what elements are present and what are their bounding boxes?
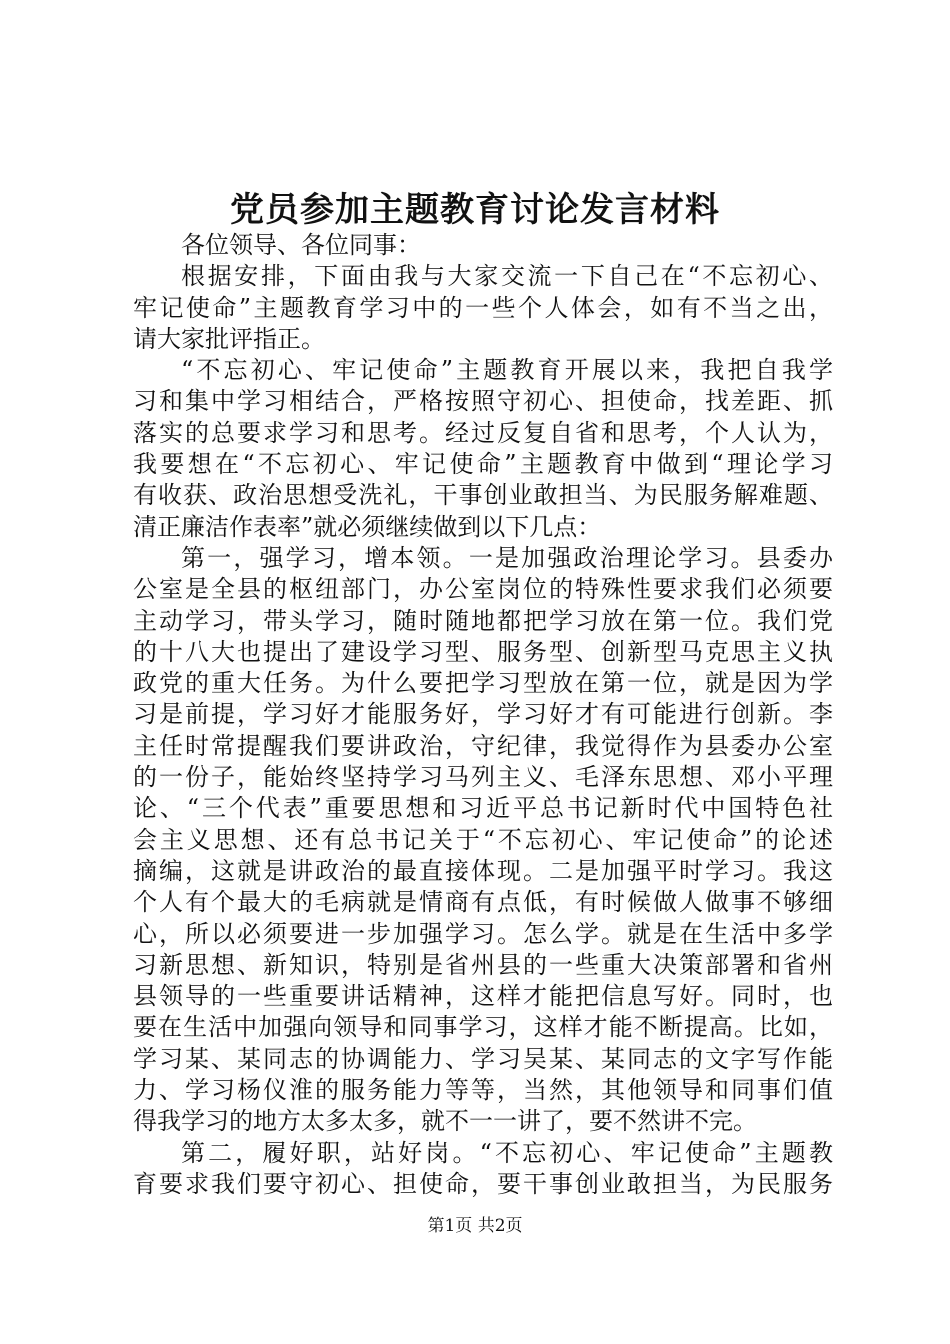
paragraph-line: 我要想在“不忘初心、牢记使命”主题教育中做到“理论学习 [133, 450, 833, 479]
paragraph-line: 论、“三个代表”重要思想和习近平总书记新时代中国特色社 [133, 794, 833, 823]
paragraph-line: 力、学习杨仪淮的服务能力等等，当然，其他领导和同事们值 [133, 1076, 833, 1105]
paragraph-line: 育要求我们要守初心、担使命，要干事创业敢担当，为民服务 [133, 1169, 833, 1198]
paragraph-line: 的一份子，能始终坚持学习马列主义、毛泽东思想、邓小平理 [133, 763, 833, 792]
salutation-line: 各位领导、各位同事： [181, 231, 421, 259]
paragraph-line: 会主义思想、还有总书记关于“不忘初心、牢记使命”的论述 [133, 825, 833, 854]
paragraph-line: 公室是全县的枢纽部门，办公室岗位的特殊性要求我们必须要 [133, 575, 833, 604]
paragraph-line: 有收获、政治思想受洗礼，干事创业敢担当、为民服务解难题、 [133, 481, 833, 510]
paragraph-line: 请大家批评指正。 [133, 324, 325, 353]
paragraph-line: 习新思想、新知识，特别是省州县的一些重大决策部署和省州 [133, 950, 833, 979]
page-number-footer: 第1页 共2页 [427, 1216, 523, 1236]
paragraph-line: 得我学习的地方太多太多，就不一一讲了，要不然讲不完。 [133, 1107, 757, 1136]
paragraph-line: 第一，强学习，增本领。一是加强政治理论学习。县委办 [181, 543, 833, 572]
paragraph-line: 主任时常提醒我们要讲政治，守纪律，我觉得作为县委办公室 [133, 731, 833, 760]
paragraph-line: 落实的总要求学习和思考。经过反复自省和思考，个人认为， [133, 418, 833, 447]
document-body [133, 230, 833, 1200]
paragraph-line: 主动学习，带头学习，随时随地都把学习放在第一位。我们党 [133, 606, 833, 635]
paragraph-line: 学习某、某同志的协调能力、学习吴某、某同志的文字写作能 [133, 1044, 833, 1073]
paragraph-line: 根据安排，下面由我与大家交流一下自己在“不忘初心、 [181, 262, 833, 291]
paragraph-line: 习和集中学习相结合，严格按照守初心、担使命，找差距、抓 [133, 387, 833, 416]
paragraph-line: 县领导的一些重要讲话精神，这样才能把信息写好。同时，也 [133, 982, 833, 1011]
paragraph-line: 第二，履好职，站好岗。“不忘初心、牢记使命”主题教 [181, 1138, 833, 1167]
paragraph-line: 的十八大也提出了建设学习型、服务型、创新型马克思主义执 [133, 637, 833, 666]
paragraph-line: 牢记使命”主题教育学习中的一些个人体会，如有不当之出， [133, 293, 833, 322]
paragraph-line: 摘编，这就是讲政治的最直接体现。二是加强平时学习。我这 [133, 856, 833, 885]
paragraph-line: 心，所以必须要进一步加强学习。怎么学。就是在生活中多学 [133, 919, 833, 948]
paragraph-line: 政党的重大任务。为什么要把学习型放在第一位，就是因为学 [133, 669, 833, 698]
paragraph-line: 清正廉洁作表率”就必须继续做到以下几点： [133, 512, 602, 541]
paragraph-line: “不忘初心、牢记使命”主题教育开展以来，我把自我学 [181, 356, 833, 385]
paragraph-line: 要在生活中加强向领导和同事学习，这样才能不断提高。比如， [133, 1013, 833, 1042]
paragraph-line: 习是前提，学习好才能服务好，学习好才有可能进行创新。李 [133, 700, 833, 729]
paragraph-line: 个人有个最大的毛病就是情商有点低，有时候做人做事不够细 [133, 888, 833, 917]
document-title: 党员参加主题教育讨论发言材料 [230, 190, 720, 230]
